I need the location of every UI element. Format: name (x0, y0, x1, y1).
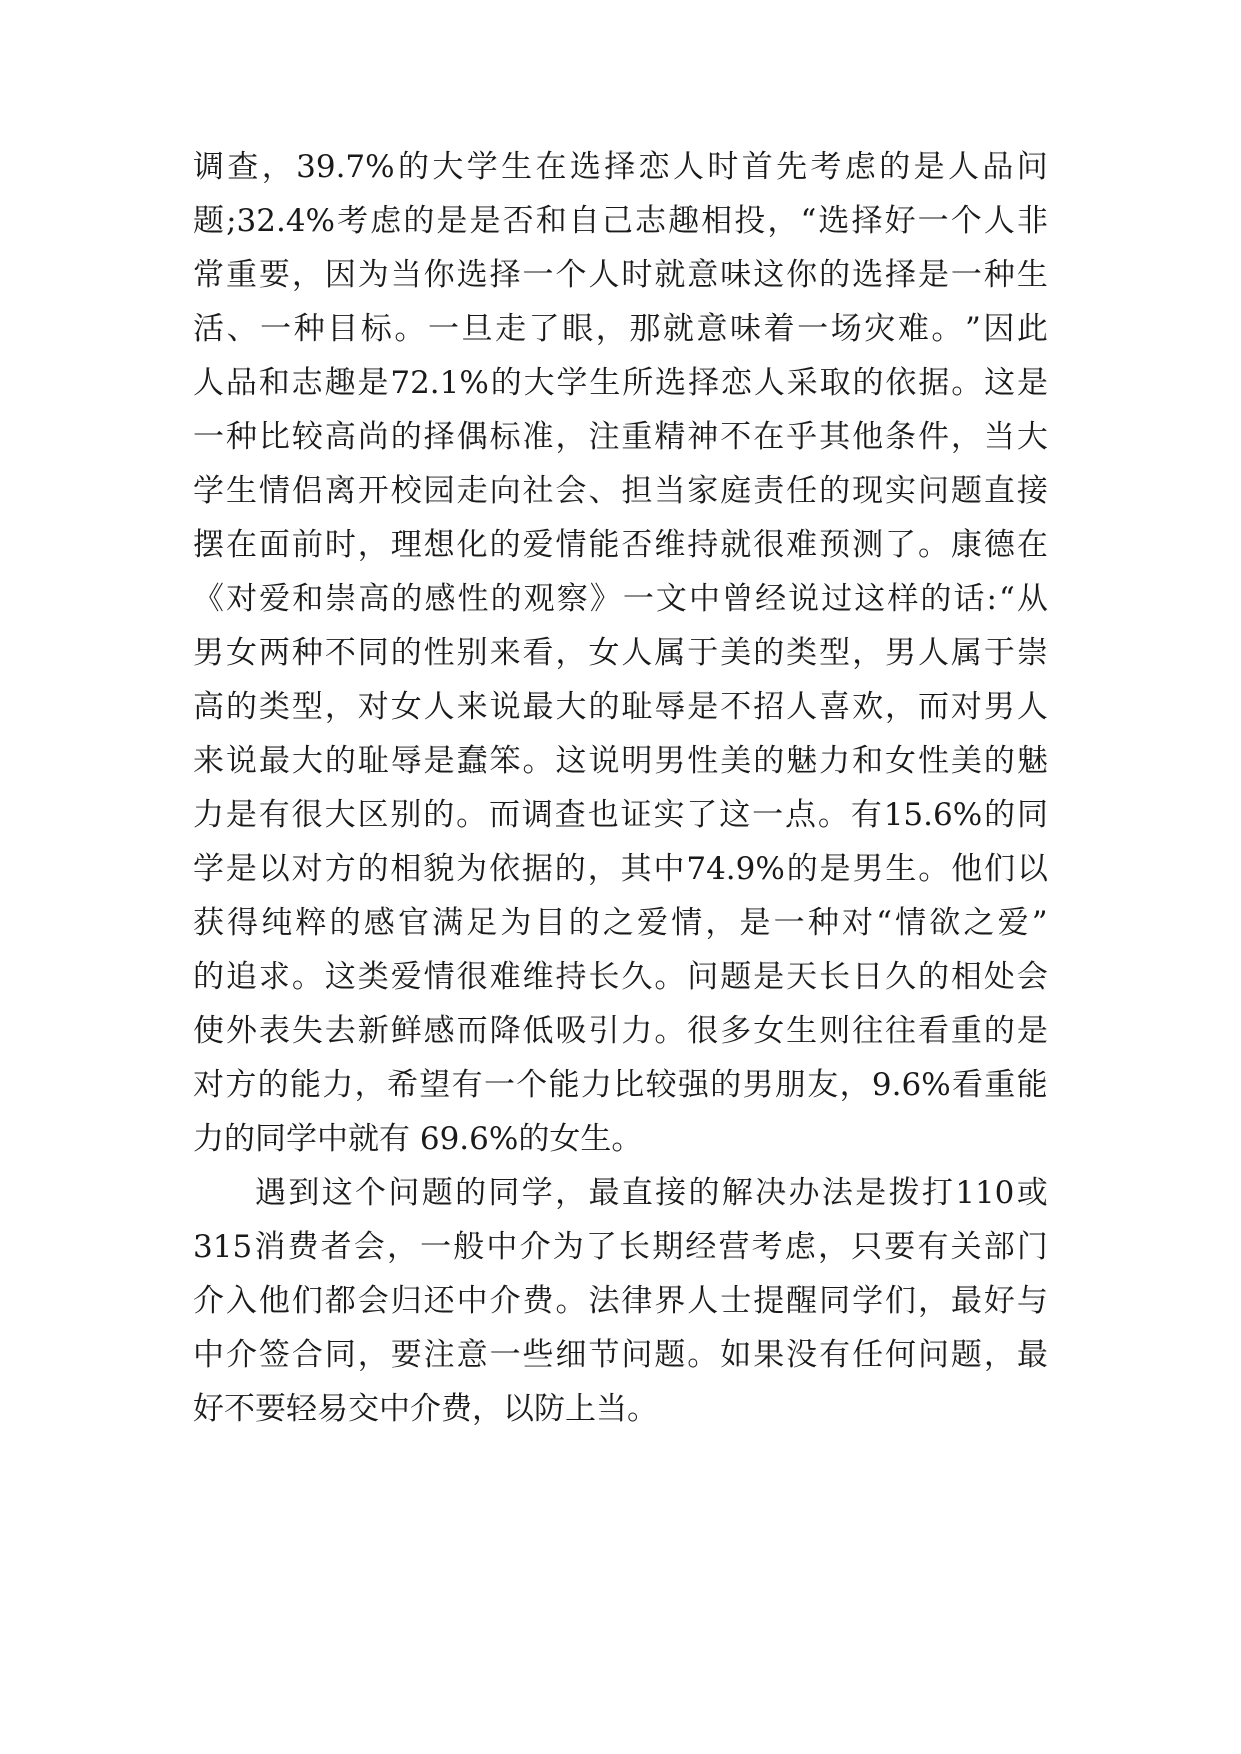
text-line: 学 是 以 对 方 的 相 貌 为 依 据 的 ， 其 中 74.9% 的 是 男 生 。 他 们 以 (193, 851, 1048, 887)
text-line-last: 力的同学中就有 69.6%的女生。 (193, 1121, 643, 1157)
text-line: 高 的 类 型 ， 对 女 人 来 说 最 大 的 耻 辱 是 不 招 人 喜 欢 ， 而 对 男 人 (193, 689, 1048, 725)
text-line: 摆 在 面 前 时 ， 理 想 化 的 爱 情 能 否 维 持 就 很 难 预 测 了 。 康 德 在 (193, 527, 1048, 563)
text-line: 一 种 比 较 高 尚 的 择 偶 标 准 ， 注 重 精 神 不 在 乎 其 他 条 件 ， 当 大 (193, 419, 1048, 455)
text-line: 人 品 和 志 趣 是 72.1% 的 大 学 生 所 选 择 恋 人 采 取 的 依 据 。 这 是 (193, 365, 1048, 401)
text-line: 中 介 签 合 同 ， 要 注 意 一 些 细 节 问 题 。 如 果 没 有 任 何 问 题 ， 最 (193, 1337, 1048, 1373)
text-line: 题 ;32.4% 考 虑 的 是 是 否 和 自 己 志 趣 相 投 ， “ 选 择 好 一 个 人 非 (193, 203, 1048, 239)
text-line: 《 对 爱 和 崇 高 的 感 性 的 观 察 》 一 文 中 曾 经 说 过 这 样 的 话 : “ 从 (193, 581, 1048, 617)
text-line: 来 说 最 大 的 耻 辱 是 蠢 笨 。 这 说 明 男 性 美 的 魅 力 和 女 性 美 的 魅 (193, 743, 1048, 779)
text-line: 对 方 的 能 力 ， 希 望 有 一 个 能 力 比 较 强 的 男 朋 友 ， 9.6% 看 重 能 (193, 1067, 1048, 1103)
text-line: 使 外 表 失 去 新 鲜 感 而 降 低 吸 引 力 。 很 多 女 生 则 往 往 看 重 的 是 (193, 1013, 1048, 1049)
text-line: 活 、 一 种 目 标 。 一 旦 走 了 眼 ， 那 就 意 味 着 一 场 灾 难 。 ” 因 此 (193, 311, 1048, 347)
text-line: 男 女 两 种 不 同 的 性 别 来 看 ， 女 人 属 于 美 的 类 型 ， 男 人 属 于 崇 (193, 635, 1048, 671)
text-line: 调 查 ， 39.7% 的 大 学 生 在 选 择 恋 人 时 首 先 考 虑 的 是 人 品 问 (193, 149, 1048, 185)
text-line: 力 是 有 很 大 区 别 的 。 而 调 查 也 证 实 了 这 一 点 。 有 15.6% 的 同 (193, 797, 1048, 833)
text-line: 的 追 求 。 这 类 爱 情 很 难 维 持 长 久 。 问 题 是 天 长 日 久 的 相 处 会 (193, 959, 1048, 995)
text-line: 常 重 要 ， 因 为 当 你 选 择 一 个 人 时 就 意 味 这 你 的 选 择 是 一 种 生 (193, 257, 1048, 293)
text-line: 介 入 他 们 都 会 归 还 中 介 费 。 法 律 界 人 士 提 醒 同 学 们 ， 最 好 与 (193, 1283, 1048, 1319)
text-line: 学 生 情 侣 离 开 校 园 走 向 社 会 、 担 当 家 庭 责 任 的 现 实 问 题 直 接 (193, 473, 1048, 509)
text-line: 获 得 纯 粹 的 感 官 满 足 为 目 的 之 爱 情 ， 是 一 种 对 “ 情 欲 之 爱 ” (193, 905, 1048, 941)
text-line: 315 消 费 者 会 ， 一 般 中 介 为 了 长 期 经 营 考 虑 ， 只 要 有 关 部 门 (193, 1229, 1048, 1265)
text-line-indented: 遇 到 这 个 问 题 的 同 学 ， 最 直 接 的 解 决 办 法 是 拨 打 110 或 (255, 1175, 1048, 1211)
text-line-last: 好不要轻易交中介费，以防上当。 (193, 1391, 658, 1427)
